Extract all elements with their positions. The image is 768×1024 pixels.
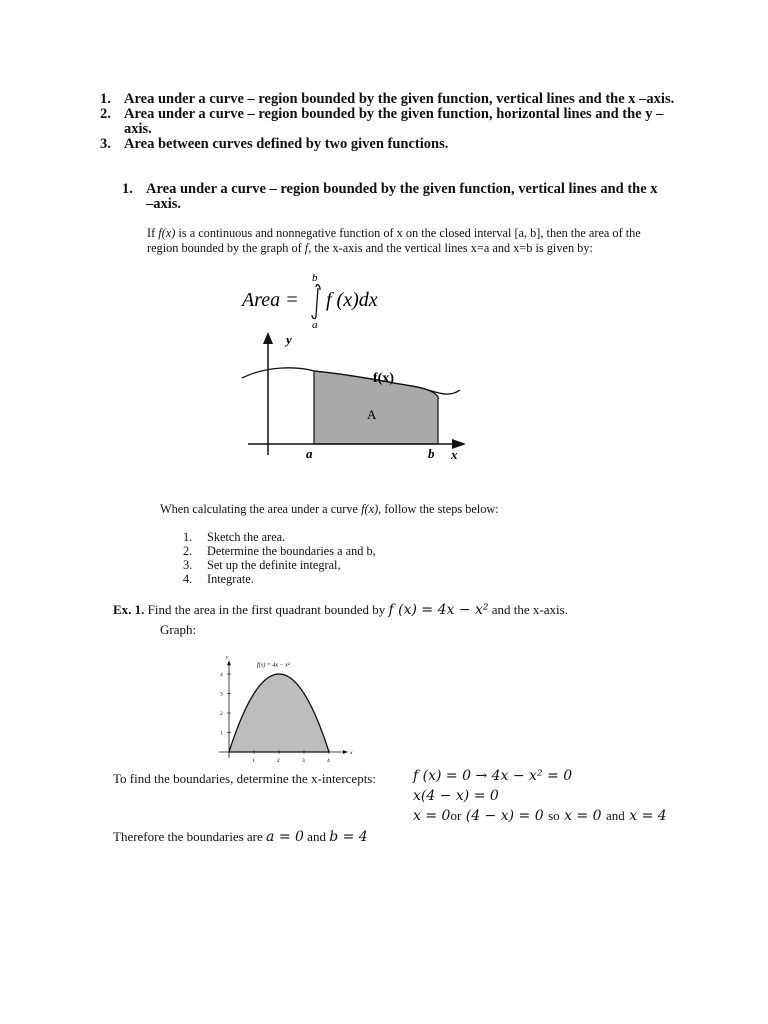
solution-term: x = 4 — [629, 808, 667, 824]
area-formula — [230, 268, 430, 334]
solution-term: (4 − x) = 0 — [465, 808, 544, 824]
topic-number: 1. — [100, 91, 111, 107]
solution-line — [413, 808, 667, 824]
example-label: Ex. 1. — [113, 602, 145, 617]
conclusion-text: Therefore the boundaries are — [113, 829, 267, 844]
steps-intro — [160, 502, 499, 517]
steps-intro-text: follow the steps below: — [381, 502, 499, 516]
y-tick-label: 1 — [220, 730, 223, 737]
connector-word: and — [606, 808, 625, 823]
chart-title: f(x) = 4x − x² — [257, 662, 290, 669]
definition-text: If — [147, 226, 159, 240]
x-tick-label: 1 — [252, 758, 255, 764]
parabola-chart — [205, 636, 365, 766]
steps-intro-text: When calculating the area under a curve — [160, 502, 362, 516]
solution-term: x = 0 — [413, 808, 451, 824]
x-axis-label: x — [350, 750, 353, 756]
topic-item — [100, 137, 680, 152]
topic-number: 2. — [100, 106, 111, 122]
integral-sign — [312, 285, 320, 319]
step-text: Sketch the area. — [207, 530, 286, 544]
b-label: b — [428, 446, 435, 461]
intercept-equation: f (x) = 0 → 4x − x² = 0 — [413, 768, 573, 784]
y-axis-arrow — [227, 660, 231, 665]
formula-lhs: Area = — [242, 289, 299, 311]
topic-list — [100, 92, 680, 152]
x-tick-label: 3 — [302, 758, 305, 764]
integrand: f (x)dx — [326, 289, 378, 311]
boundary-a: a = 0 — [266, 829, 304, 845]
topic-item — [100, 107, 680, 137]
graph-label: Graph: — [160, 622, 197, 637]
example-function: f (x) = 4x − x² — [388, 602, 489, 618]
topic-item — [100, 92, 680, 107]
list-item — [183, 558, 376, 572]
function-symbol: f(x) — [158, 226, 176, 240]
area-under-curve-figure — [236, 330, 476, 465]
x-axis-arrow — [343, 750, 348, 754]
definition-text: the x-axis and the vertical lines x=a and x=b is given by: — [311, 240, 593, 255]
y-axis-arrow — [263, 332, 273, 344]
topic-text: Area under a curve – region bounded by the given function, vertical lines and the x –axis. — [124, 91, 675, 107]
section-number: 1. — [122, 181, 133, 197]
example-text: and the x-axis. — [488, 602, 568, 617]
factored-equation: x(4 − x) = 0 — [413, 788, 499, 804]
step-number: 3. — [183, 558, 193, 572]
connector-word: or — [450, 808, 462, 823]
definition-paragraph — [147, 226, 657, 255]
boundaries-intro: To find the boundaries, determine the x-intercepts: — [113, 771, 376, 786]
a-label: a — [306, 446, 313, 461]
y-tick-label: 2 — [220, 711, 223, 717]
region-label: A — [367, 407, 377, 422]
connector-word: so — [548, 808, 560, 823]
y-axis-label: y — [226, 654, 229, 661]
example-statement — [113, 602, 568, 618]
definition-text: is a continuous and nonnegative function of x on the closed interval [a, b], then the area of the region bounded by the graph of — [147, 226, 641, 255]
conclusion — [113, 829, 368, 845]
step-text: Set up the definite integral, — [207, 558, 341, 572]
steps-list — [183, 530, 376, 586]
function-symbol: f(x), — [361, 502, 382, 516]
section-title: Area under a curve – region bounded by the given function, vertical lines and the x –axis. — [146, 181, 658, 212]
y-tick-label: 4 — [220, 672, 223, 678]
step-text: Determine the boundaries a and b, — [207, 544, 376, 558]
lower-limit: a — [312, 319, 318, 331]
list-item — [183, 572, 376, 586]
x-tick-label: 4 — [327, 758, 330, 764]
y-tick-label: 3 — [220, 691, 223, 698]
curve-label: f(x) — [373, 371, 394, 386]
topic-number: 3. — [100, 136, 111, 152]
step-number: 4. — [183, 572, 193, 586]
y-label: y — [286, 332, 292, 347]
upper-limit: b — [312, 272, 318, 284]
example-text: Find the area in the first quadrant bounded by — [144, 602, 389, 617]
list-item — [183, 544, 376, 558]
section-heading — [122, 182, 662, 212]
shaded-area — [229, 674, 329, 752]
x-label: x — [451, 447, 458, 462]
topic-text: Area between curves defined by two given functions. — [124, 136, 449, 152]
conclusion-text: and — [303, 829, 330, 844]
step-number: 1. — [183, 530, 193, 544]
topic-text: Area under a curve – region bounded by the given function, horizontal lines and the y –axis. — [124, 106, 664, 137]
step-number: 2. — [183, 544, 193, 558]
solution-term: x = 0 — [564, 808, 602, 824]
boundary-b: b = 4 — [329, 829, 368, 845]
list-item — [183, 530, 376, 544]
x-tick-label: 2 — [277, 758, 280, 764]
step-text: Integrate. — [207, 572, 254, 586]
function-symbol: f, — [304, 240, 312, 255]
